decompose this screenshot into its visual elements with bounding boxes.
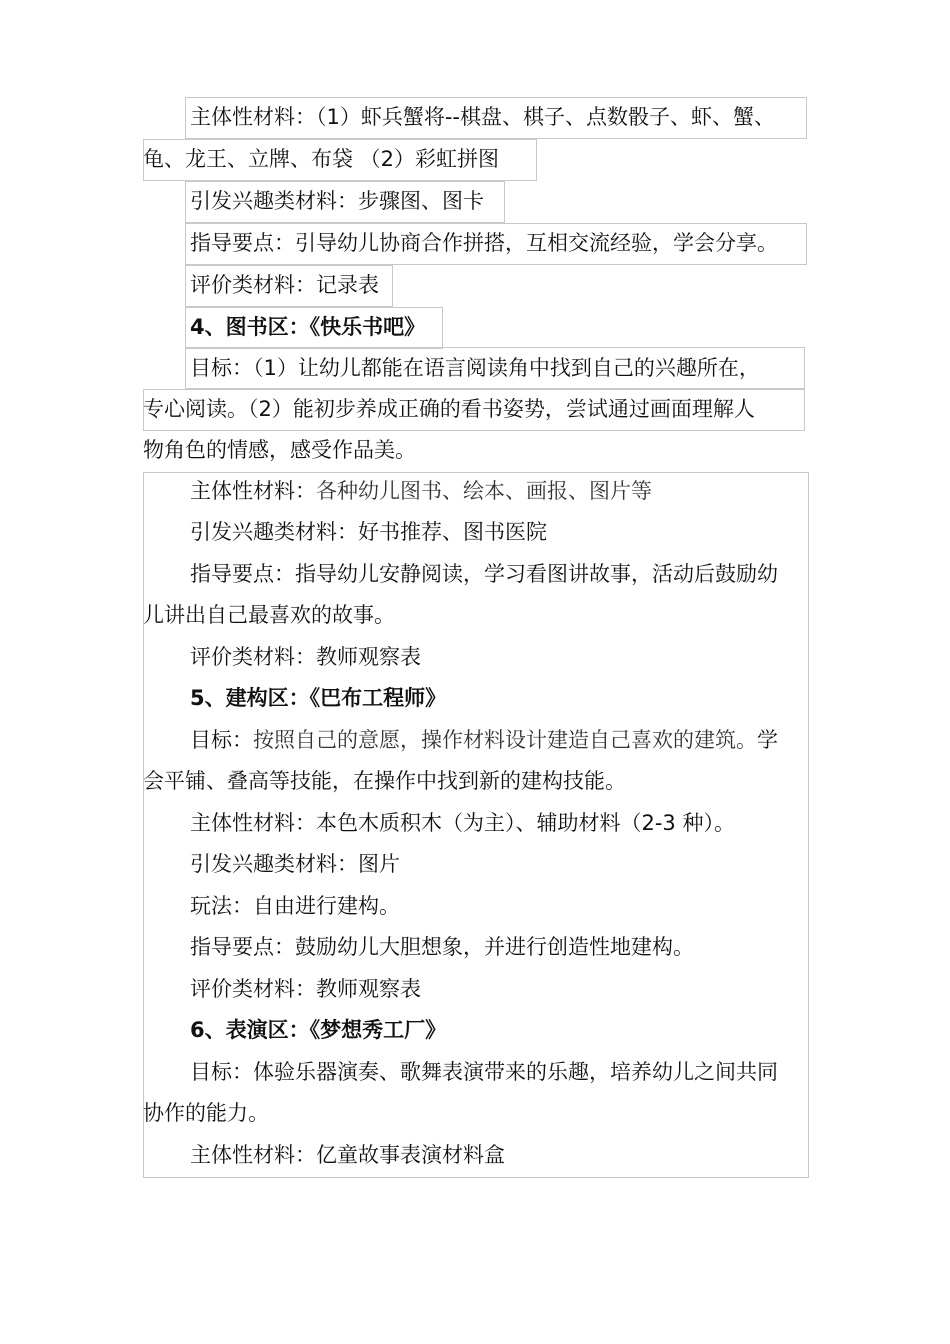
section6-goal-line1: 目标：体验乐器演奏、歌舞表演带来的乐趣，培养幼儿之间共同 xyxy=(190,1060,778,1084)
section3-main-materials-line2: 龟、龙王、立牌、布袋 （2）彩虹拼图 xyxy=(143,147,500,171)
section4-main-materials-label: 主体性材料： xyxy=(190,479,316,503)
section4-main-materials-wrap xyxy=(190,477,652,505)
section6-goal-line2: 协作的能力。 xyxy=(143,1101,269,1125)
section4-guidance-line1: 指导要点：指导幼儿安静阅读，学习看图讲故事，活动后鼓励幼 xyxy=(190,562,778,586)
section5-main-materials-text: 主体性材料：本色木质积木（为主）、辅助材料（2-3 种）。 xyxy=(190,811,735,835)
section5-goal-tail: 学 xyxy=(757,728,778,752)
section3-interest-materials: 引发兴趣类材料：步骤图、图卡 xyxy=(190,189,484,213)
section5-evaluation-text: 评价类材料：教师观察表 xyxy=(190,977,421,1001)
section5-goal-value: 按照自己的意愿，操作材料设计建造自己喜欢的建筑。 xyxy=(253,728,757,752)
section5-interest-materials: 引发兴趣类材料：图片 xyxy=(190,852,400,876)
section5-guidance-text: 指导要点：鼓励幼儿大胆想象，并进行创造性地建构。 xyxy=(190,935,694,959)
section5-goal-label: 目标： xyxy=(190,728,253,752)
section4-goal-line3: 物角色的情感，感受作品美。 xyxy=(143,438,416,462)
section4-main-materials-value: 各种幼儿图书、绘本、画报、图片等 xyxy=(316,479,652,503)
section6-main-materials-text: 主体性材料：亿童故事表演材料盒 xyxy=(190,1143,505,1167)
section5-goal-wrap xyxy=(190,726,778,754)
section3-guidance-text: 指导要点：引导幼儿协商合作拼搭，互相交流经验，学会分享。 xyxy=(190,231,778,255)
section4-evaluation-text: 评价类材料：教师观察表 xyxy=(190,645,421,669)
section5-heading: 5、建构区：《巴布工程师》 xyxy=(190,686,447,710)
section4-heading: 4、图书区：《快乐书吧》 xyxy=(190,315,426,339)
section3-main-materials-line1: 主体性材料：（1）虾兵蟹将--棋盘、棋子、点数骰子、虾、蟹、 xyxy=(190,105,776,129)
section4-goal-line2: 专心阅读。（2）能初步养成正确的看书姿势，尝试通过画面理解人 xyxy=(143,397,755,421)
section4-interest-materials: 引发兴趣类材料：好书推荐、图书医院 xyxy=(190,520,547,544)
section4-guidance-line2: 儿讲出自己最喜欢的故事。 xyxy=(143,603,395,627)
section4-goal-line1: 目标：（1）让幼儿都能在语言阅读角中找到自己的兴趣所在， xyxy=(190,356,760,380)
section3-evaluation-text: 评价类材料：记录表 xyxy=(190,273,379,297)
section5-goal-line2: 会平铺、叠高等技能，在操作中找到新的建构技能。 xyxy=(143,769,626,793)
section6-heading: 6、表演区：《梦想秀工厂》 xyxy=(190,1018,447,1042)
section5-play-text: 玩法：自由进行建构。 xyxy=(190,894,400,918)
